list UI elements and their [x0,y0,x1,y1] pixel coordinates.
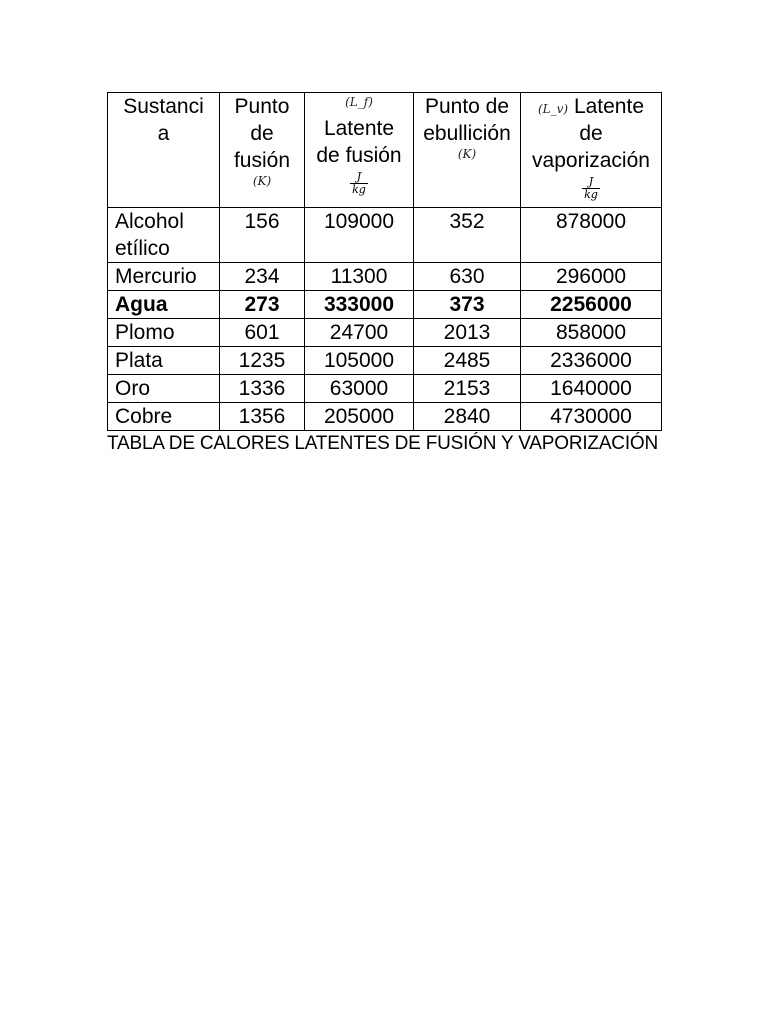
header-substance-line1: Sustanci [123,95,204,118]
header-fusion-unit [350,171,368,196]
boiling-point-value: 2840 [414,403,521,431]
melting-point-value: 156 [220,208,305,263]
latent-fusion-value: 205000 [305,403,414,431]
substance-name [108,208,220,263]
latent-fusion-value: 109000 [305,208,414,263]
latent-vaporization-value: 858000 [521,319,662,347]
latent-heat-table [107,92,662,431]
boiling-point-value: 2153 [414,375,521,403]
substance-name: Plata [108,347,220,375]
header-boiling-unit: (K) [457,147,477,161]
header-vapor-unit-den: kg [584,187,598,201]
header-fusion-unit-den: kg [352,182,366,196]
header-vapor-unit [582,176,600,201]
header-melting-unit: (K) [252,174,272,188]
substance-name: Plomo [108,319,220,347]
latent-fusion-value: 63000 [305,375,414,403]
melting-point-value: 1235 [220,347,305,375]
header-vapor-line2: de [579,122,603,145]
latent-vaporization-value: 4730000 [521,403,662,431]
table-row [108,403,662,431]
header-fusion-unit-num: J [350,171,368,184]
latent-vaporization-value: 1640000 [521,375,662,403]
latent-vaporization-value: 2256000 [521,291,662,319]
substance-name: Oro [108,375,220,403]
table-row [108,319,662,347]
header-fusion-line2: de fusión [316,144,402,167]
header-melting-line2: de [250,122,274,145]
header-vapor-line1 [523,93,659,120]
latent-vaporization-value: 878000 [521,208,662,263]
melting-point-value: 273 [220,291,305,319]
latent-fusion-value: 105000 [305,347,414,375]
header-vapor-unit-num: J [582,176,600,189]
melting-point-value: 234 [220,263,305,291]
header-melting-line1: Punto [234,95,290,118]
header-vapor-line1-text: Latente [573,95,645,118]
header-substance-line2: a [157,122,170,145]
latent-vaporization-value: 2336000 [521,347,662,375]
header-fusion-line1: Latente [323,117,395,140]
boiling-point-value: 2013 [414,319,521,347]
substance-name: Agua [108,291,220,319]
header-substance [108,93,220,208]
header-vapor-line3: vaporización [532,149,650,172]
table-row [108,208,662,263]
header-fusion-symbol: (L_f) [345,95,373,109]
latent-fusion-value: 24700 [305,319,414,347]
table-row [108,347,662,375]
boiling-point-value: 2485 [414,347,521,375]
header-melting-line3: fusión [233,149,291,172]
header-boiling-line2: ebullición [423,122,511,145]
header-latent-fusion [305,93,414,208]
boiling-point-value: 630 [414,263,521,291]
substance-name: Mercurio [108,263,220,291]
latent-vaporization-value: 296000 [521,263,662,291]
melting-point-value: 1356 [220,403,305,431]
substance-name-line1: Alcohol [115,210,184,233]
latent-fusion-value: 11300 [305,263,414,291]
header-melting-point [220,93,305,208]
boiling-point-value: 373 [414,291,521,319]
table-row [108,263,662,291]
header-vapor-symbol: (L_v) [537,102,569,116]
table-caption: TABLA DE CALORES LATENTES DE FUSIÓN Y VAPORIZACIÓN [107,433,658,454]
substance-name: Cobre [108,403,220,431]
table-header-row [108,93,662,208]
substance-name-line2: etílico [115,237,170,260]
table-row-highlighted [108,291,662,319]
header-boiling-line1: Punto de [424,95,510,118]
header-boiling-point [414,93,521,208]
melting-point-value: 1336 [220,375,305,403]
boiling-point-value: 352 [414,208,521,263]
table-row [108,375,662,403]
melting-point-value: 601 [220,319,305,347]
latent-fusion-value: 333000 [305,291,414,319]
header-latent-vaporization [521,93,662,208]
